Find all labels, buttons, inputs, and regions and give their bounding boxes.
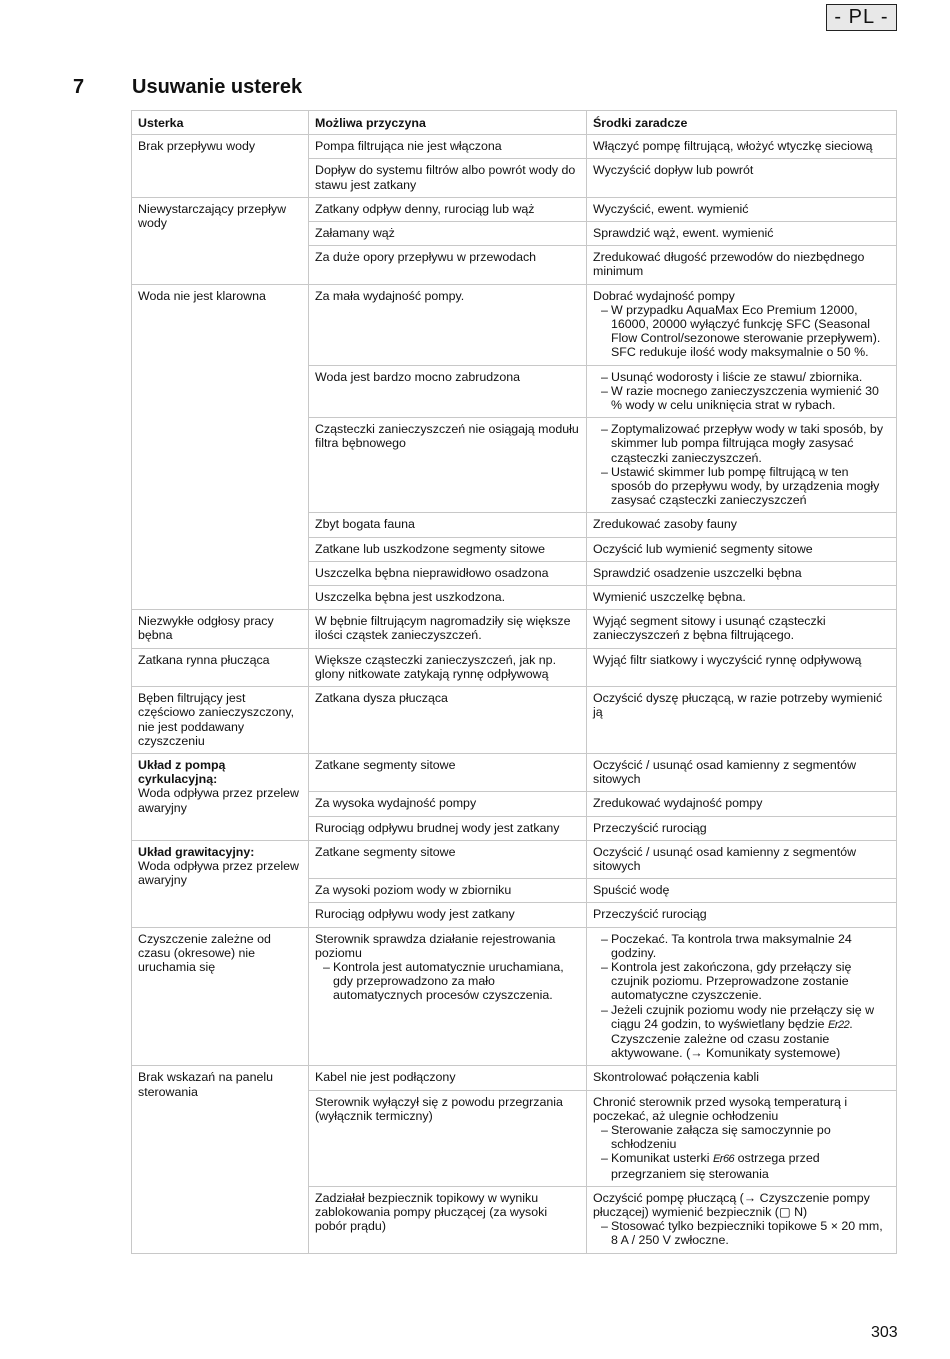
error-code: Er22: [827, 1018, 850, 1031]
remedy-intro: Dobrać wydajność pompy: [593, 288, 735, 303]
cause-cell: Zatkane segmenty sitowe: [309, 753, 587, 791]
remedy-cell: Zredukować długość przewodów do niezbędnego minimum: [587, 246, 897, 284]
cause-cell: Sterownik wyłączył się z powodu przegrzania (wyłącznik termiczny): [309, 1090, 587, 1186]
cause-cell: Pompa filtrująca nie jest włączona: [309, 135, 587, 159]
list-item: – Sterowanie załącza się samoczynnie po schłodzeniu: [593, 1123, 890, 1151]
fault-cell: Zatkana rynna płucząca: [132, 648, 309, 686]
cause-cell: Większe cząsteczki zanieczyszczeń, jak np. glony nitkowate zatykają rynnę odpływową: [309, 648, 587, 686]
cause-cell: Woda jest bardzo mocno zabrudzona: [309, 365, 587, 418]
section-title: Usuwanie usterek: [132, 76, 303, 98]
fault-cell: [132, 840, 309, 927]
cause-cell: Załamany wąż: [309, 222, 587, 246]
fault-cell: Niezwykłe odgłosy pracy bębna: [132, 610, 309, 648]
cause-cell: Zatkany odpływ denny, rurociąg lub wąż: [309, 197, 587, 221]
list-item: – W przypadku AquaMax Eco Premium 12000, 16000, 20000 wyłączyć funkcję SFC (Seasonal Flow Control/sezonowe sterowanie przepływem). SFC redukuje ilość wody maksymalnie o 50 %.: [593, 303, 890, 360]
cause-cell: Rurociąg odpływu wody jest zatkany: [309, 903, 587, 927]
cause-cell: Cząsteczki zanieczyszczeń nie osiągają modułu filtra bębnowego: [309, 418, 587, 513]
cause-cell: Uszczelka bębna nieprawidłowo osadzona: [309, 561, 587, 585]
fault-heading: Układ z pompą cyrkulacyjną:: [138, 757, 226, 787]
remedy-cell: Skontrolować połączenia kabli: [587, 1066, 897, 1090]
cause-cell: Kabel nie jest podłączony: [309, 1066, 587, 1090]
remedy-cell: [587, 418, 897, 513]
cause-cell: Dopływ do systemu filtrów albo powrót wody do stawu jest zatkany: [309, 159, 587, 197]
cause-cell: Zadziałał bezpiecznik topikowy w wyniku zablokowania pompy płuczącej (za wysoki pobór prądu): [309, 1186, 587, 1253]
list-item: – Stosować tylko bezpieczniki topikowe 5 × 20 mm, 8 A / 250 V zwłoczne.: [593, 1219, 890, 1247]
remedy-cell: Wyjąć segment sitowy i usunąć cząsteczki zanieczyszczeń z bębna filtrującego.: [587, 610, 897, 648]
troubleshooting-table: [131, 110, 897, 1254]
remedy-cell: Oczyścić / usunąć osad kamienny z segmentów sitowych: [587, 753, 897, 791]
table-row: [132, 610, 897, 648]
list-item: [593, 1151, 890, 1180]
remedy-intro: Oczyścić pompę płuczącą (→ Czyszczenie pompy płuczącej) wymienić bezpiecznik (▢ N): [593, 1190, 870, 1219]
remedy-cell: [587, 365, 897, 418]
remedy-cell: Zredukować wydajność pompy: [587, 792, 897, 816]
remedy-cell: Sprawdzić wąż, ewent. wymienić: [587, 222, 897, 246]
list-item: – Kontrola jest automatycznie uruchamiana, gdy przeprowadzono za mało automatycznych procesów czyszczenia.: [315, 960, 580, 1003]
table-row: [132, 927, 897, 1066]
table-row: [132, 197, 897, 221]
table-row: [132, 1066, 897, 1090]
list-item: – Kontrola jest zakończona, gdy przełączy się czujnik poziomu. Przeprowadzone zostanie automatyczne czyszczenie.: [593, 960, 890, 1003]
remedy-cell: Włączyć pompę filtrującą, włożyć wtyczkę sieciową: [587, 135, 897, 159]
cause-cell: Uszczelka bębna jest uszkodzona.: [309, 586, 587, 610]
language-badge: - PL -: [826, 4, 897, 31]
remedy-cell: Sprawdzić osadzenie uszczelki bębna: [587, 561, 897, 585]
remedy-cell: Oczyścić dyszę płuczącą, w razie potrzeby wymienić ją: [587, 687, 897, 754]
table-header-row: [132, 111, 897, 135]
fault-heading: Układ grawitacyjny:: [138, 844, 255, 859]
remedy-cell: Wymienić uszczelkę bębna.: [587, 586, 897, 610]
cause-cell: W bębnie filtrującym nagromadziły się większe ilości cząstek zanieczyszczeń.: [309, 610, 587, 648]
remedy-cell: Oczyścić / usunąć osad kamienny z segmentów sitowych: [587, 840, 897, 878]
table-row: [132, 687, 897, 754]
remedy-cell: [587, 927, 897, 1066]
cause-intro: Sterownik sprawdza działanie rejestrowania poziomu: [315, 931, 556, 960]
section-number: 7: [73, 76, 85, 98]
remedy-cell: Przeczyścić rurociąg: [587, 816, 897, 840]
remedy-intro: Chronić sterownik przed wysoką temperaturą i poczekać, aż ulegnie ochłodzeniu: [593, 1094, 848, 1123]
fault-cell: Woda nie jest klarowna: [132, 284, 309, 610]
remedy-cell: Zredukować zasoby fauny: [587, 513, 897, 537]
cause-cell: Zatkane lub uszkodzone segmenty sitowe: [309, 537, 587, 561]
table-row: [132, 284, 897, 365]
list-item-text: Komunikat usterki: [611, 1151, 710, 1166]
cause-cell: Rurociąg odpływu brudnej wody jest zatkany: [309, 816, 587, 840]
fault-cell: Bęben filtrujący jest częściowo zanieczyszczony, nie jest poddawany czyszczeniu: [132, 687, 309, 754]
cause-cell: Zatkane segmenty sitowe: [309, 840, 587, 878]
fault-cell: Niewystarczający przepływ wody: [132, 197, 309, 284]
remedy-cell: Spuścić wodę: [587, 879, 897, 903]
table-row: [132, 648, 897, 686]
remedy-cell: Przeczyścić rurociąg: [587, 903, 897, 927]
cause-cell: [309, 927, 587, 1066]
list-item: [593, 1003, 890, 1061]
fault-cell: Brak przepływu wody: [132, 135, 309, 198]
list-item-text: Jeżeli czujnik poziomu wody nie przełączy się w ciągu 24 godzin, to wyświetlany będzie: [611, 1002, 875, 1031]
remedy-cell: Wyjąć filtr siatkowy i wyczyścić rynnę odpływową: [587, 648, 897, 686]
cause-cell: Zbyt bogata fauna: [309, 513, 587, 537]
list-item: – Zoptymalizować przepływ wody w taki sposób, by skimmer lub pompa filtrująca mogły zasysać cząsteczki zanieczyszczeń.: [593, 422, 890, 465]
remedy-cell: Oczyścić lub wymienić segmenty sitowe: [587, 537, 897, 561]
cause-cell: Za duże opory przepływu w przewodach: [309, 246, 587, 284]
remedy-cell: Wyczyścić, ewent. wymienić: [587, 197, 897, 221]
fault-text: Woda odpływa przez przelew awaryjny: [138, 858, 299, 888]
header-remedy: Środki zaradcze: [587, 111, 897, 135]
cause-cell: Zatkana dysza płucząca: [309, 687, 587, 754]
cause-cell: Za wysoka wydajność pompy: [309, 792, 587, 816]
fault-cell: [132, 753, 309, 840]
cause-cell: Za mała wydajność pompy.: [309, 284, 587, 365]
error-code: Er66: [712, 1153, 735, 1166]
header-cause: Możliwa przyczyna: [309, 111, 587, 135]
list-item: – Usunąć wodorosty i liście ze stawu/ zbiornika.: [593, 370, 890, 384]
table-row: [132, 135, 897, 159]
list-item: – Ustawić skimmer lub pompę filtrującą w ten sposób do przepływu wody, by urządzenia mogły zasysać cząsteczki zanieczyszczeń: [593, 465, 890, 508]
list-item: – Poczekać. Ta kontrola trwa maksymalnie 24 godziny.: [593, 932, 890, 960]
remedy-cell: Wyczyścić dopływ lub powrót: [587, 159, 897, 197]
table-row: [132, 840, 897, 878]
remedy-cell: [587, 284, 897, 365]
fault-text: Woda odpływa przez przelew awaryjny: [138, 786, 299, 815]
remedy-cell: [587, 1090, 897, 1186]
remedy-cell: [587, 1186, 897, 1253]
header-fault: Usterka: [132, 111, 309, 135]
table-row: [132, 753, 897, 791]
fault-cell: Czyszczenie zależne od czasu (okresowe) nie uruchamia się: [132, 927, 309, 1066]
fault-cell: Brak wskazań na panelu sterowania: [132, 1066, 309, 1253]
page-number: 303: [871, 1324, 898, 1341]
cause-cell: Za wysoki poziom wody w zbiorniku: [309, 879, 587, 903]
list-item-text: ostrzega przed przegrzaniem się sterowania: [611, 1151, 820, 1181]
list-item: – W razie mocnego zanieczyszczenia wymienić 30 % wody w celu uniknięcia strat w rybach.: [593, 384, 890, 412]
list-item-text: . Czyszczenie zależne od czasu zostanie aktywowane. (→ Komunikaty systemowe): [611, 1016, 853, 1061]
